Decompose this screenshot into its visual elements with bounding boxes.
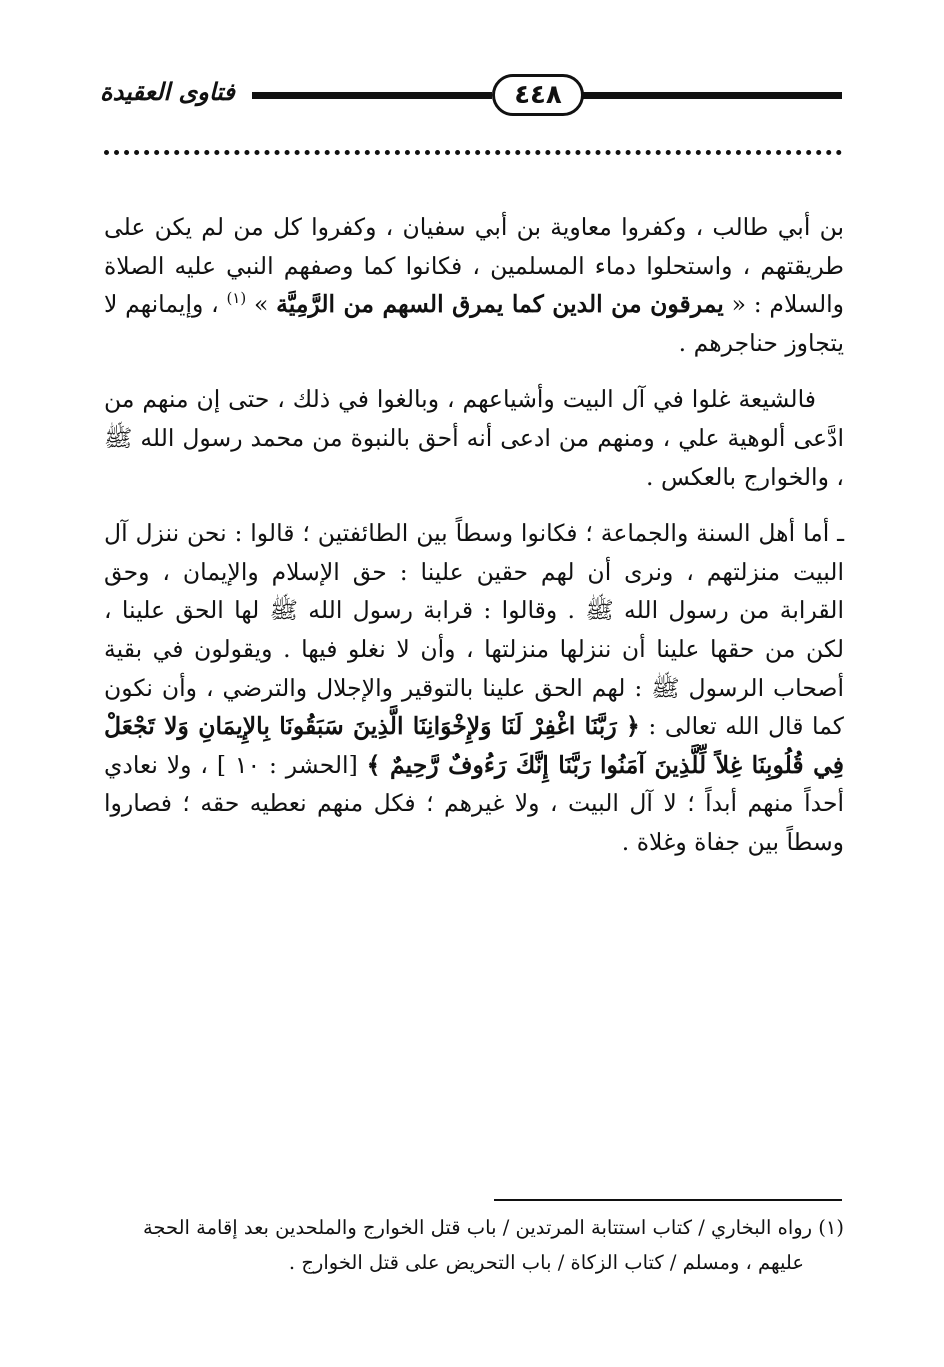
footnote-line-1: (١) رواه البخاري / كتاب استتابة المرتدين / باب قتل الخوارج والملحدين بعد إقامة الحجة — [142, 1216, 844, 1239]
page-number-badge — [492, 74, 584, 116]
paragraph-2: فالشيعة غلوا في آل البيت وأشياعهم ، وبالغوا في ذلك ، حتى إن منهم من ادَّعى ألوهية علي ، ومنهم من ادعى أنه أحق بالنبوة من محمد رسول الله ﷺ ، والخوارج بالعكس . — [104, 385, 844, 491]
header-dotted-divider — [104, 150, 842, 155]
hadith-quote: يمرقون من الدين كما يمرق السهم من الرَّمِيَّة — [276, 290, 724, 319]
footnote-line-2: عليهم ، ومسلم / كتاب الزكاة / باب التحريض على قتل الخوارج . — [288, 1251, 804, 1274]
paragraph-1-text-after: ، وإيمانهم لا يتجاوز حناجرهم . — [104, 290, 844, 357]
header-rule-right — [583, 92, 842, 99]
page-number: ٤٤٨ — [514, 80, 562, 110]
page-header — [100, 72, 842, 122]
footnote-reference[interactable]: (١) — [226, 289, 247, 308]
header-rule-left — [252, 92, 492, 99]
paragraph-1-text-before: بن أبي طالب ، وكفروا معاوية بن أبي سفيان ، وكفروا كل من لم يكن على طريقتهم ، واستحلوا دماء المسلمين ، فكانوا كما وصفهم النبي عليه الصلاة والسلام : « — [104, 213, 844, 319]
main-text — [104, 208, 844, 862]
paragraph-3-text-before: ـ أما أهل السنة والجماعة ؛ فكانوا وسطاً بين الطائفتين ؛ قالوا : نحن ننزل آل البيت منزلتهم ، ونرى أن لهم حقين علينا : حق الإسلام والإيمان ، وحق القرابة من رسول الله ﷺ . وقالوا : قرابة رسول الله ﷺ لها الحق علينا ، لكن من حقها علينا أن ننزلها منزلتها ، وأن لا نغلو فيها . ويقولون في بقية أصحاب الرسول ﷺ : لهم الحق علينا بالتوقير والإجلال والترضي ، وأن نكون كما قال الله تعالى : — [104, 519, 844, 741]
paragraph-3 — [104, 514, 844, 861]
book-title: فتاوى العقيدة — [100, 78, 235, 106]
paragraph-1 — [104, 208, 844, 362]
quran-verse: ﴿ رَبَّنَا اغْفِرْ لَنَا وَلإِخْوَانِنَا الَّذِينَ سَبَقُونَا بِالإِيمَانِ وَلا تَجْعَلْ فِي قُلُوبِنَا غِلاً لِّلَّذِينَ آمَنُوا رَبَّنَا إِنَّكَ رَءُوفٌ رَّحِيمٌ ﴾ — [104, 712, 844, 779]
footnotes — [104, 1210, 844, 1280]
footnote-divider — [494, 1199, 842, 1201]
paragraph-3-text-after: [الحشر : ١٠ ] ، ولا نعادي أحداً منهم أبداً ؛ لا آل البيت ، ولا غيرهم ؛ فكل منهم نعطيه حقه ؛ فصاروا وسطاً بين جفاة وغلاة . — [104, 750, 844, 856]
hadith-quote-close: » — [253, 290, 269, 319]
